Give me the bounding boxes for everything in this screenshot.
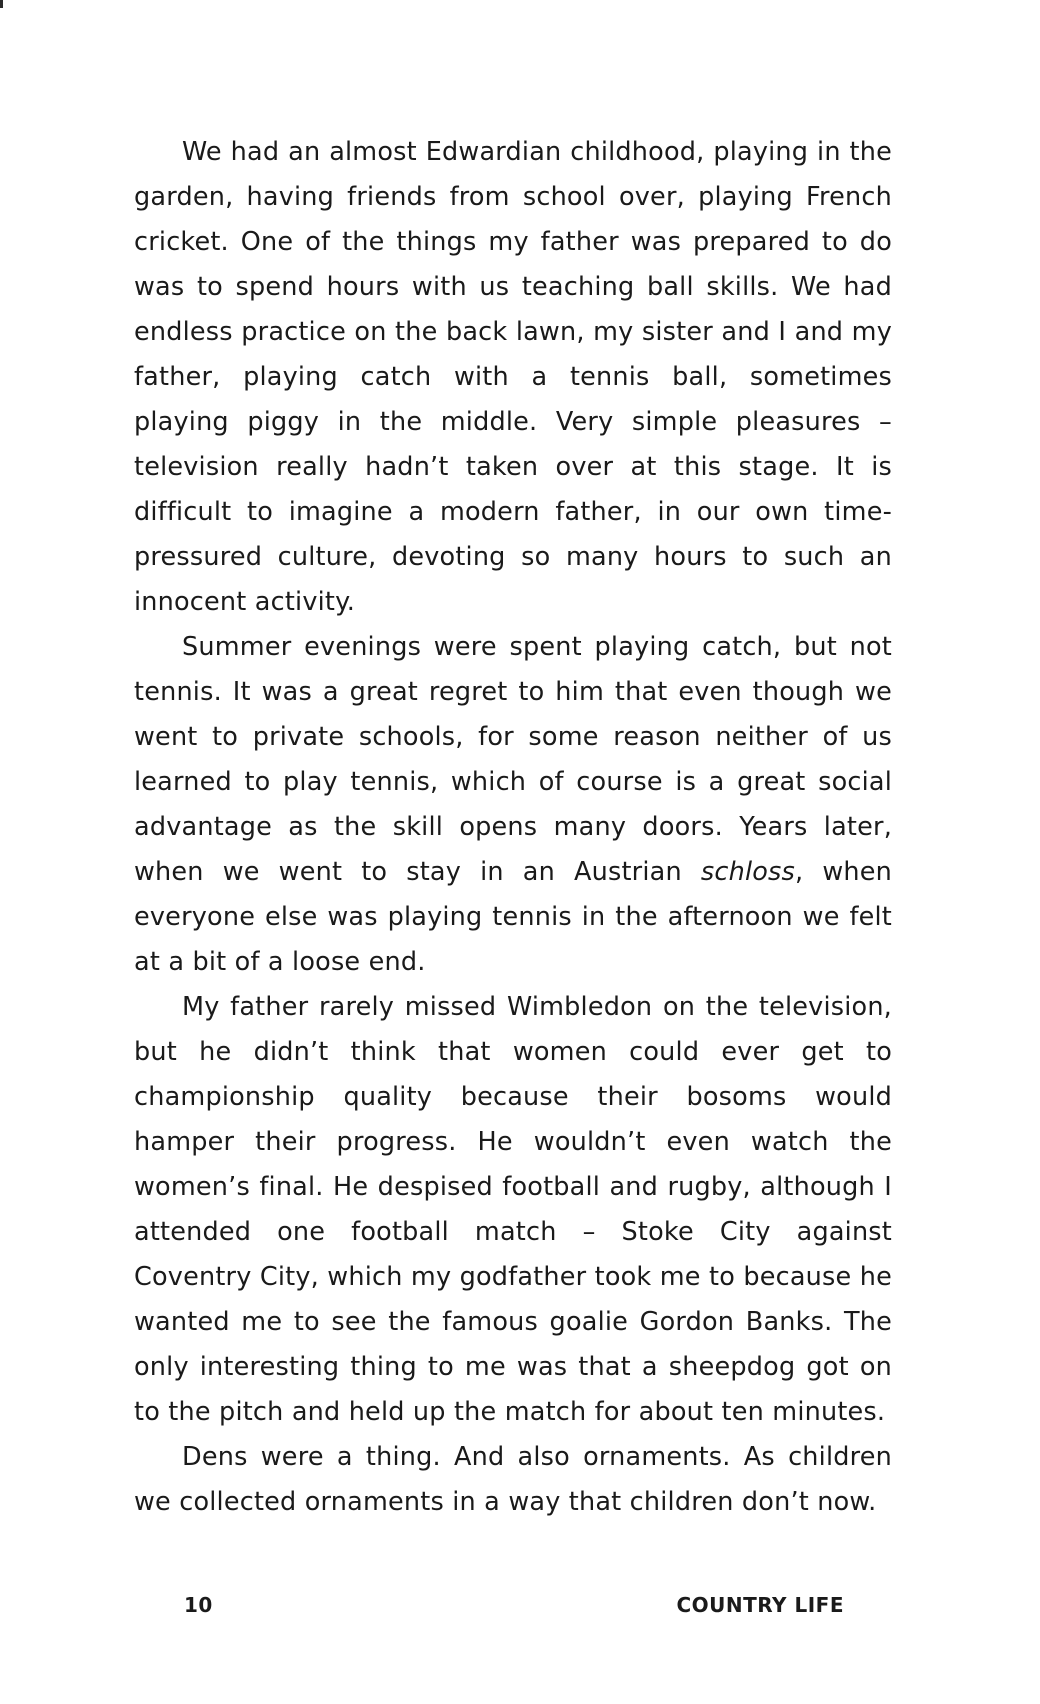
italic-word-schloss: schloss [700, 857, 795, 887]
running-title: COUNTRY LIFE [676, 1593, 844, 1617]
paragraph-2 [134, 625, 892, 985]
paragraph-3: My father rarely missed Wimbledon on the television, but he didn’t think that women could ever get to championship quality because their bosoms would hamper their progress. He wouldn’t even watch the women’s final. He despised football and rugby, although I attended one football match – Stoke City against Coventry City, which my godfather took me to because he wanted me to see the famous goalie Gordon Banks. The only interesting thing to me was that a sheepdog got on to the pitch and held up the match for about ten minutes. [134, 992, 892, 1427]
paragraph-2-text-before: Summer evenings were spent playing catch, but not tennis. It was a great regret to him that even though we went to private schools, for some reason neither of us learned to play tennis, which of course is a great social advantage as the skill opens many doors. Years later, when we went to stay in an Austrian [134, 632, 892, 887]
paragraph-1: We had an almost Edwardian childhood, playing in the garden, having friends from school over, playing French cricket. One of the things my father was prepared to do was to spend hours with us teaching ball skills. We had endless practice on the back lawn, my sister and I and my father, playing catch with a tennis ball, sometimes playing piggy in the middle. Very simple pleasures – television really hadn’t taken over at this stage. It is difficult to imagine a modern father, in our own time-pressured culture, devoting so many hours to such an innocent activity. [134, 137, 892, 617]
paragraph-2-text-after: , when everyone else was playing tennis in the afternoon we felt at a bit of a loose end. [134, 857, 893, 977]
page-footer [0, 1593, 1040, 1623]
page-number: 10 [184, 1593, 213, 1617]
body-text [134, 130, 892, 1525]
paragraph-4: Dens were a thing. And also ornaments. As children we collected ornaments in a way that children don’t now. [134, 1442, 892, 1517]
scan-edge-mark [0, 0, 3, 8]
